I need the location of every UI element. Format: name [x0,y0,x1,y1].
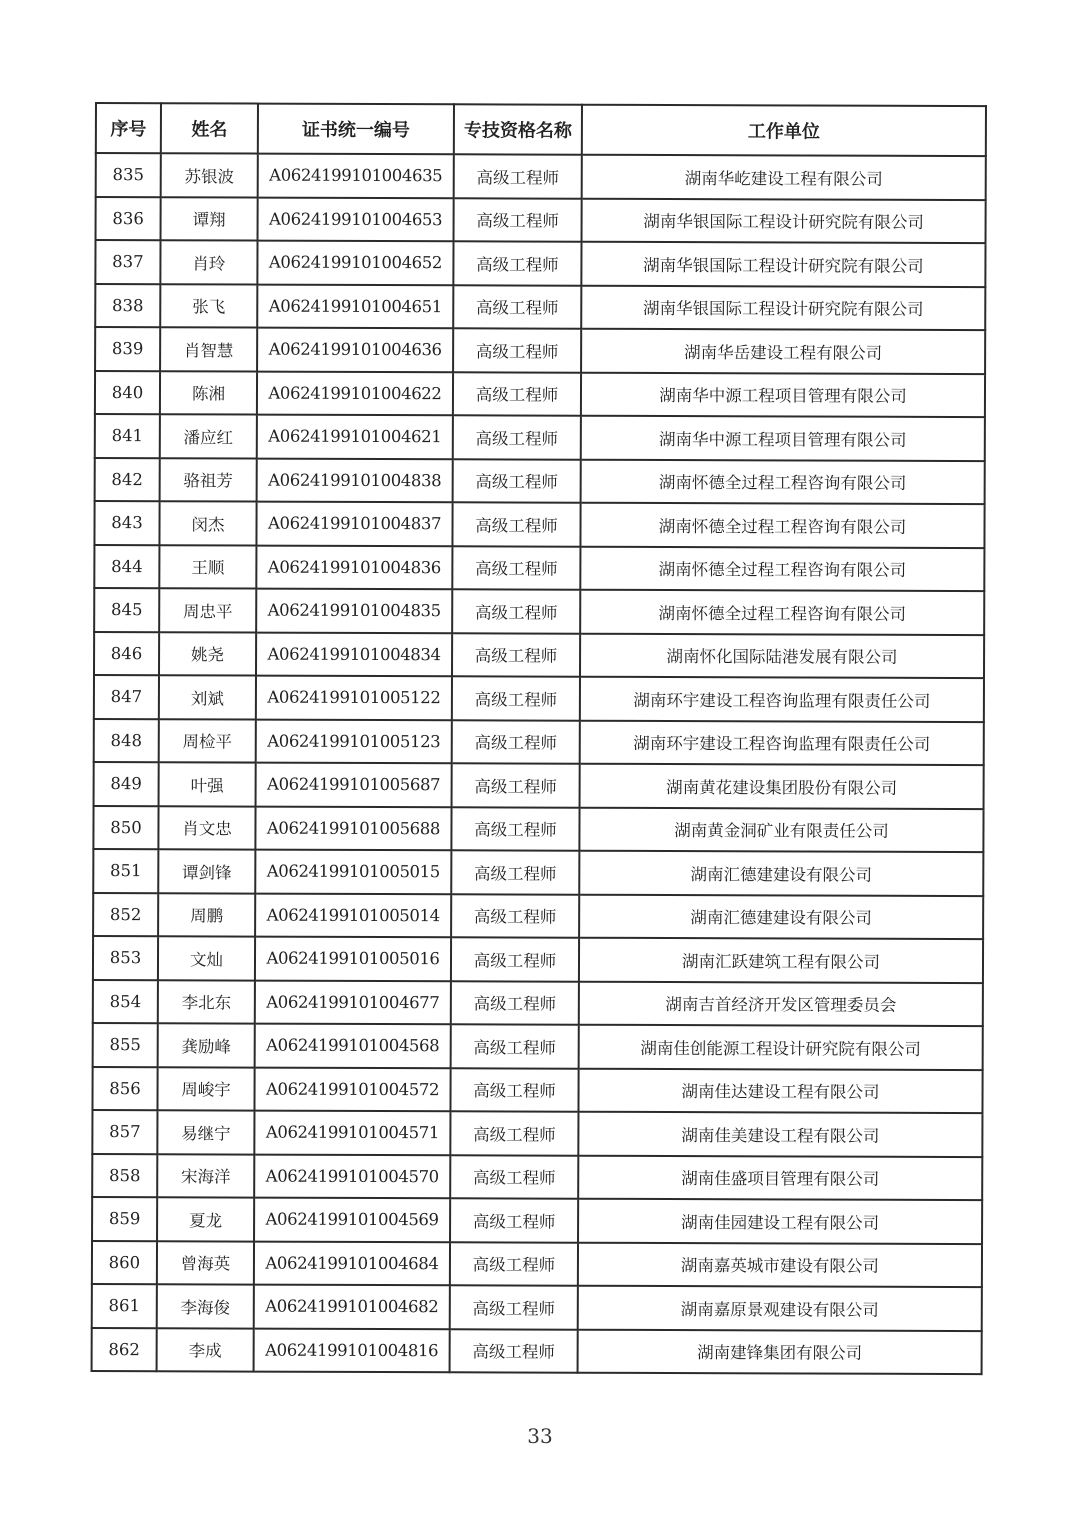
cell-work-unit: 湖南吉首经济开发区管理委员会 [579,981,983,1026]
cell-seq: 849 [94,762,159,806]
cell-qualification: 高级工程师 [451,807,579,851]
cell-name: 骆祖芳 [160,458,257,502]
cell-qualification: 高级工程师 [451,850,579,894]
cell-qualification: 高级工程师 [453,459,581,503]
cell-seq: 854 [93,979,158,1023]
table-row [95,371,985,418]
cell-name: 李北东 [158,980,255,1024]
cell-work-unit: 湖南汇德建建设有限公司 [579,851,983,896]
cell-certificate-number: A0624199101004636 [257,328,453,372]
cell-name: 叶强 [159,762,256,806]
cell-seq: 848 [94,718,159,762]
cell-work-unit: 湖南华中源工程项目管理有限公司 [581,416,985,461]
table-row [92,1153,982,1200]
cell-certificate-number: A0624199101005016 [255,937,451,981]
cell-qualification: 高级工程师 [452,546,580,590]
header-work-unit: 工作单位 [582,105,986,156]
cell-work-unit: 湖南怀德全过程工程咨询有限公司 [581,459,985,504]
cell-certificate-number: A0624199101005014 [255,893,451,937]
cell-certificate-number: A0624199101005122 [256,676,452,720]
table-row [93,805,983,852]
cell-seq: 843 [94,501,159,545]
cell-seq: 851 [93,849,158,893]
cell-name: 夏龙 [157,1197,254,1241]
table-row [93,892,983,939]
cell-certificate-number: A0624199101004834 [256,632,452,676]
cell-certificate-number: A0624199101004835 [256,589,452,633]
cell-certificate-number: A0624199101004652 [257,241,453,285]
cell-qualification: 高级工程师 [451,937,579,981]
cell-certificate-number: A0624199101005015 [255,850,451,894]
cell-work-unit: 湖南怀德全过程工程咨询有限公司 [580,546,984,591]
cell-seq: 860 [92,1240,157,1284]
table-row [95,240,985,287]
cell-name: 龚励峰 [158,1023,255,1067]
table-row [94,675,984,722]
page-number: 33 [527,1424,553,1448]
cell-name: 刘斌 [159,675,256,719]
table-row [92,1110,982,1157]
cell-seq: 856 [92,1066,157,1110]
cell-seq: 844 [94,545,159,589]
cell-certificate-number: A0624199101004653 [258,197,454,241]
cell-qualification: 高级工程师 [451,981,579,1025]
cell-name: 张飞 [160,284,257,328]
cell-qualification: 高级工程师 [454,154,582,198]
cell-certificate-number: A0624199101004836 [256,545,452,589]
cell-seq: 847 [94,675,159,719]
cell-qualification: 高级工程师 [453,372,581,416]
cell-certificate-number: A0624199101004837 [256,502,452,546]
cell-seq: 835 [96,153,161,197]
cell-seq: 859 [92,1197,157,1241]
cell-certificate-number: A0624199101004569 [254,1198,450,1242]
cell-seq: 842 [95,458,160,502]
table-row [92,1284,982,1331]
cell-seq: 840 [95,371,160,415]
header-seq: 序号 [96,103,161,153]
cell-seq: 861 [92,1284,157,1328]
cell-qualification: 高级工程师 [450,1111,578,1155]
cell-work-unit: 湖南汇跃建筑工程有限公司 [579,938,983,983]
cell-seq: 850 [93,805,158,849]
cell-work-unit: 湖南嘉英城市建设有限公司 [578,1242,982,1287]
cell-seq: 846 [94,632,159,676]
cell-qualification: 高级工程师 [453,241,581,285]
cell-name: 周峻宇 [157,1067,254,1111]
roster-table [91,102,987,1375]
cell-work-unit: 湖南嘉原景观建设有限公司 [578,1286,982,1331]
cell-work-unit: 湖南汇德建建设有限公司 [579,894,983,939]
cell-work-unit: 湖南华中源工程项目管理有限公司 [581,372,985,417]
cell-qualification: 高级工程师 [452,589,580,633]
cell-qualification: 高级工程师 [452,763,580,807]
cell-work-unit: 湖南佳美建设工程有限公司 [578,1112,982,1157]
cell-name: 肖文忠 [158,806,255,850]
cell-qualification: 高级工程师 [450,1242,578,1286]
cell-name: 曾海英 [157,1241,254,1285]
cell-qualification: 高级工程师 [451,1024,579,1068]
cell-qualification: 高级工程师 [453,328,581,372]
cell-certificate-number: A0624199101004570 [254,1154,450,1198]
cell-certificate-number: A0624199101004838 [257,458,453,502]
cell-certificate-number: A0624199101004677 [255,980,451,1024]
cell-work-unit: 湖南华银国际工程设计研究院有限公司 [582,198,986,243]
table-row [93,936,983,983]
cell-name: 文灿 [158,936,255,980]
cell-work-unit: 湖南华银国际工程设计研究院有限公司 [581,242,985,287]
cell-seq: 857 [92,1110,157,1154]
cell-qualification: 高级工程师 [450,1198,578,1242]
table-row [94,632,984,679]
table-row [96,197,986,244]
cell-work-unit: 湖南环宇建设工程咨询监理有限责任公司 [580,677,984,722]
cell-qualification: 高级工程师 [450,1329,578,1373]
cell-qualification: 高级工程师 [452,720,580,764]
cell-name: 易继宁 [157,1110,254,1154]
cell-seq: 845 [94,588,159,632]
cell-work-unit: 湖南黄花建设集团股份有限公司 [580,764,984,809]
cell-qualification: 高级工程师 [452,676,580,720]
table-row [92,1240,982,1287]
cell-name: 李成 [157,1328,254,1372]
cell-seq: 862 [92,1327,157,1371]
table-row [92,1327,982,1374]
cell-name: 周忠平 [159,588,256,632]
header-qualification: 专技资格名称 [454,104,582,154]
cell-seq: 853 [93,936,158,980]
cell-seq: 841 [95,414,160,458]
cell-certificate-number: A0624199101004816 [254,1328,450,1372]
cell-certificate-number: A0624199101004651 [257,284,453,328]
cell-name: 姚尧 [159,632,256,676]
cell-work-unit: 湖南佳创能源工程设计研究院有限公司 [579,1025,983,1070]
cell-seq: 858 [92,1153,157,1197]
table-row [93,849,983,896]
cell-qualification: 高级工程师 [454,198,582,242]
cell-seq: 839 [95,327,160,371]
cell-name: 闵杰 [159,501,256,545]
header-certificate-number: 证书统一编号 [258,104,454,155]
cell-name: 李海俊 [157,1284,254,1328]
table-row [95,458,985,505]
cell-certificate-number: A0624199101004684 [254,1241,450,1285]
cell-seq: 855 [93,1023,158,1067]
table-row [94,718,984,765]
cell-qualification: 高级工程师 [453,285,581,329]
table-row [93,979,983,1026]
cell-work-unit: 湖南华银国际工程设计研究院有限公司 [581,285,985,330]
header-name: 姓名 [161,103,258,153]
cell-qualification: 高级工程师 [452,502,580,546]
cell-certificate-number: A0624199101004682 [254,1285,450,1329]
cell-qualification: 高级工程师 [450,1068,578,1112]
table-row [92,1197,982,1244]
cell-certificate-number: A0624199101004568 [255,1024,451,1068]
cell-certificate-number: A0624199101004622 [257,371,453,415]
cell-certificate-number: A0624199101004571 [254,1111,450,1155]
cell-certificate-number: A0624199101005687 [256,763,452,807]
cell-work-unit: 湖南佳盛项目管理有限公司 [578,1155,982,1200]
cell-certificate-number: A0624199101004572 [254,1067,450,1111]
table-row [94,545,984,592]
table-row [93,1023,983,1070]
cell-work-unit: 湖南环宇建设工程咨询监理有限责任公司 [580,720,984,765]
cell-seq: 852 [93,892,158,936]
cell-seq: 838 [95,284,160,328]
cell-certificate-number: A0624199101005688 [255,806,451,850]
cell-qualification: 高级工程师 [452,633,580,677]
table-row [95,327,985,374]
cell-seq: 837 [95,240,160,284]
cell-name: 苏银波 [161,153,258,197]
cell-certificate-number: A0624199101004635 [258,154,454,198]
cell-work-unit: 湖南怀德全过程工程咨询有限公司 [580,503,984,548]
cell-work-unit: 湖南华屹建设工程有限公司 [582,155,986,200]
table-row [94,762,984,809]
cell-qualification: 高级工程师 [453,415,581,459]
cell-name: 宋海洋 [157,1154,254,1198]
cell-work-unit: 湖南建锋集团有限公司 [578,1329,982,1374]
table-row [96,153,986,200]
cell-name: 肖智慧 [160,327,257,371]
table-row [94,588,984,635]
cell-work-unit: 湖南怀化国际陆港发展有限公司 [580,633,984,678]
cell-certificate-number: A0624199101004621 [257,415,453,459]
cell-name: 谭剑锋 [158,849,255,893]
table-row [92,1066,982,1113]
cell-certificate-number: A0624199101005123 [256,719,452,763]
cell-work-unit: 湖南黄金洞矿业有限责任公司 [579,807,983,852]
table-row [95,414,985,461]
cell-name: 谭翔 [161,197,258,241]
cell-seq: 836 [96,197,161,241]
table-header-row [96,103,986,156]
cell-work-unit: 湖南佳园建设工程有限公司 [578,1199,982,1244]
cell-qualification: 高级工程师 [451,894,579,938]
cell-name: 肖玲 [160,240,257,284]
cell-name: 陈湘 [160,371,257,415]
cell-work-unit: 湖南华岳建设工程有限公司 [581,329,985,374]
roster-table-container [95,102,985,1372]
cell-qualification: 高级工程师 [450,1285,578,1329]
cell-name: 潘应红 [160,414,257,458]
cell-work-unit: 湖南佳达建设工程有限公司 [578,1068,982,1113]
cell-name: 周检平 [159,719,256,763]
cell-name: 王顺 [159,545,256,589]
table-row [94,501,984,548]
cell-qualification: 高级工程师 [450,1155,578,1199]
cell-work-unit: 湖南怀德全过程工程咨询有限公司 [580,590,984,635]
table-row [95,284,985,331]
cell-name: 周鹏 [158,893,255,937]
